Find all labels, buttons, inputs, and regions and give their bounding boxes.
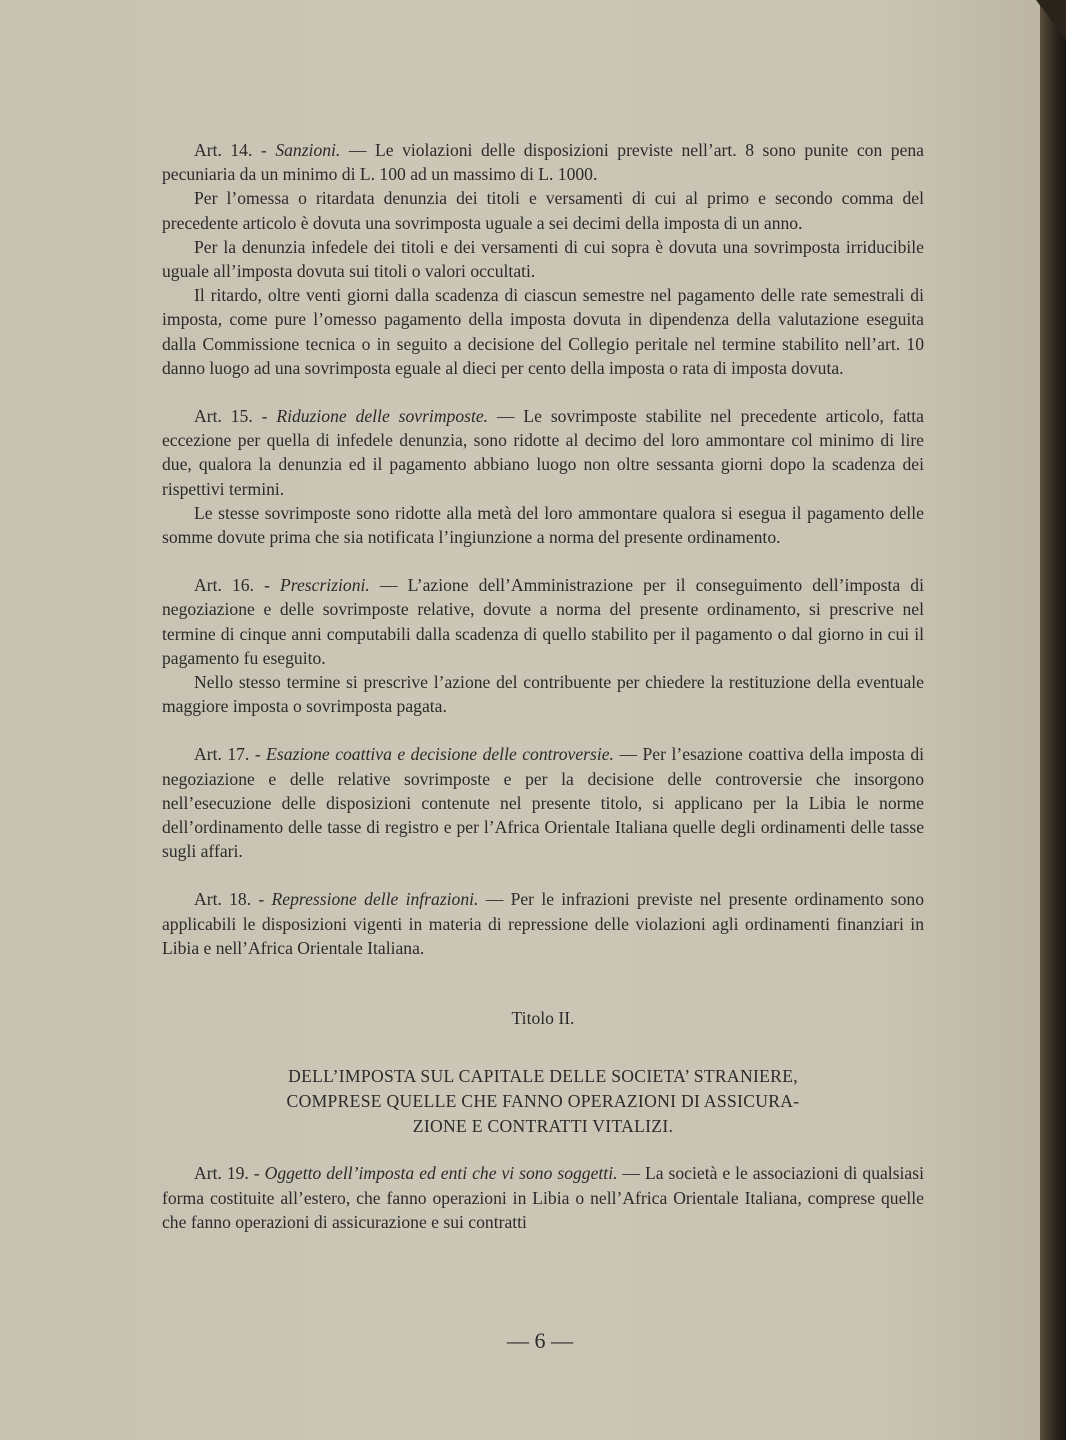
art17-text-1: — Per l’esazione coattiva della imposta di negoziazione e delle relative sovrimposte e per la decisione delle controversie che insorgono nell’esecuzione delle disposizioni contenute nel presente titolo, si applicano per la Libia le norme dell’ordinamento delle tasse di registro e per l’Africa Orientale Italiana quelle degli ordinamenti delle tasse sugli affari. (162, 744, 924, 862)
art18-title: Repressione delle infrazioni. (271, 889, 479, 910)
art16-number: Art. 16. - (194, 575, 281, 596)
section-heading-line-3: ZIONE E CONTRATTI VITALIZI. (412, 1116, 674, 1137)
art14-text-2: Per l’omessa o ritardata denunzia dei titoli e versamenti di cui al primo e secondo comma del precedente articolo è dovuta una sovrimposta uguale a sei decimi della imposta di un anno. (162, 188, 924, 233)
art19-paragraph (162, 1161, 924, 1234)
art14-number: Art. 14. - (194, 140, 276, 160)
art15-number: Art. 15. - (194, 406, 277, 427)
art17-title: Esazione coattiva e decisione delle controversie. (266, 744, 614, 765)
art16-paragraph (162, 573, 924, 670)
section-heading (162, 1064, 924, 1139)
section-heading-line-2: COMPRESE QUELLE CHE FANNO OPERAZIONI DI ASSICURA- (286, 1091, 800, 1112)
art18-text-1: — Per le infrazioni previste nel presente ordinamento sono applicabili le disposizioni vigenti in materia di repressione delle violazioni agli ordinamenti finanziari in Libia e nell’Africa Orientale Italiana. (162, 889, 924, 958)
art16-text-2: Nello stesso termine si prescrive l’azione del contribuente per chiedere la restituzione della eventuale maggiore imposta o sovrimposta pagata. (162, 672, 924, 717)
page-corner (1036, 0, 1066, 40)
art17-number: Art. 17. - (194, 744, 267, 765)
art18-number: Art. 18. - (194, 889, 272, 910)
art14-title: Sanzioni. (275, 140, 341, 160)
book-spine (1040, 0, 1066, 1440)
art14-text-3: Per la denunzia infedele dei titoli e dei versamenti di cui sopra è dovuta una sovrimposta irriducibile uguale all’imposta dovuta sui titoli o valori occultati. (162, 236, 924, 282)
art18-paragraph (162, 887, 924, 960)
art16-text-1: — L’azione dell’Amministrazione per il conseguimento dell’imposta di negoziazione e delle sovrimposte relative, dovute a norma del presente ordinamento, si prescrive nel termine di cinque anni computabili dalla scadenza di quello stabilito per il pagamento o dal giorno in cui il pagamento fu eseguito. (162, 575, 924, 668)
section-heading-line-1: DELL’IMPOSTA SUL CAPITALE DELLE SOCIETA’ STRANIERE, (288, 1066, 798, 1087)
page-number: — 6 — (507, 1328, 573, 1353)
art14-paragraph (162, 138, 924, 186)
art14-text-1: — Le violazioni delle disposizioni previste nell’art. 8 sono punite con pena pecuniaria da un minimo di L. 100 ad un massimo di L. 1000. (162, 140, 924, 185)
art15-text-1: — Le sovrimposte stabilite nel precedente articolo, fatta eccezione per quella di infedele denunzia, sono ridotte al decimo del loro ammontare col minimo di lire due, qualora la denunzia ed il pagamento abbiano luogo non oltre sessanta giorni dopo la scadenza dei rispettivi termini. (162, 406, 924, 499)
art15-text-2: Le stesse sovrimposte sono ridotte alla metà del loro ammontare qualora si esegua il pagamento delle somme dovute prima che sia notificata l’ingiunzione a norma del presente ordinamento. (162, 502, 924, 548)
art17-paragraph (162, 742, 924, 863)
art15-paragraph (162, 404, 924, 501)
section-title: Titolo II. (511, 1008, 575, 1029)
art16-title: Prescrizioni. (280, 575, 370, 596)
art19-title: Oggetto dell’imposta ed enti che vi sono soggetti. (264, 1163, 618, 1184)
art19-text-1: — La società e le associazioni di qualsiasi forma costituite all’estero, che fanno operazioni in Libia o nell’Africa Orientale Italiana, comprese quelle che fanno operazioni di assicurazione e sui contratti (162, 1163, 924, 1232)
body-text (162, 138, 924, 1234)
art19-number: Art. 19. - (194, 1163, 265, 1184)
art14-text-4: Il ritardo, oltre venti giorni dalla scadenza di ciascun semestre nel pagamento delle rate semestrali di imposta, come pure l’omesso pagamento della imposta dovuta in dipendenza della valutazione eseguita dalla Commissione tecnica o in seguito a decisione del Collegio peritale nel termine stabilito nell’art. 10 danno luogo ad una sovrimposta eguale al dieci per cento della imposta o rata di imposta dovuta. (162, 285, 924, 378)
art15-title: Riduzione delle sovrimposte. (276, 406, 489, 427)
